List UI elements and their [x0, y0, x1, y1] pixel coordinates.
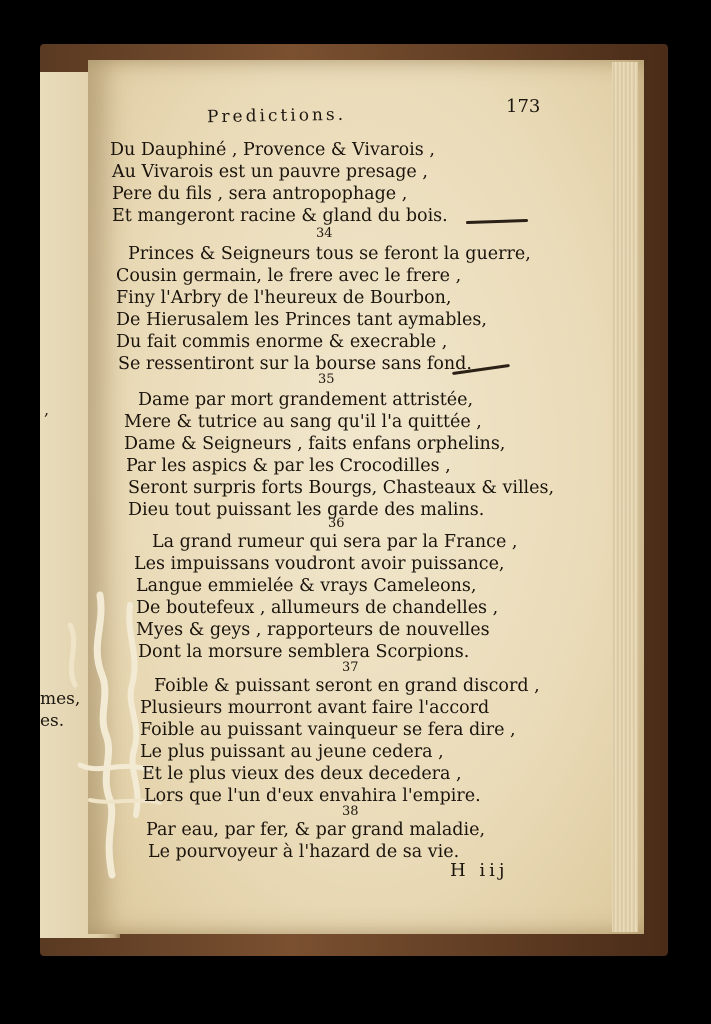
verse-line: Princes & Seigneurs tous se feront la guerre,: [128, 244, 531, 264]
facing-page-mark: ,: [44, 400, 50, 419]
verse-line: Par les aspics & par les Crocodilles ,: [126, 456, 451, 476]
page-number: 173: [506, 96, 541, 117]
verse-number: 35: [318, 372, 335, 387]
verse-line: Foible & puissant seront en grand discord ,: [154, 676, 540, 696]
verse-line: De boutefeux , allumeurs de chandelles ,: [136, 598, 499, 618]
verse-line: La grand rumeur qui sera par la France ,: [152, 532, 518, 552]
verse-number: 37: [342, 660, 359, 675]
verse-line: Du Dauphiné , Provence & Vivarois ,: [110, 140, 435, 160]
verse-line: Myes & geys , rapporteurs de nouvelles: [136, 620, 490, 640]
verse-line: Et mangeront racine & gland du bois.: [112, 206, 448, 226]
verse-line: Cousin germain, le frere avec le frere ,: [116, 266, 462, 286]
verse-number: 34: [316, 226, 333, 241]
verse-line: Dont la morsure semblera Scorpions.: [138, 642, 470, 662]
verse-line: Le plus puissant au jeune cedera ,: [140, 742, 444, 762]
verse-line: Et le plus vieux des deux decedera ,: [142, 764, 462, 784]
verse-line: Dame & Seigneurs , faits enfans orphelins,: [124, 434, 506, 454]
verse-line: Dame par mort grandement attristée,: [138, 390, 474, 410]
verse-line: Par eau, par fer, & par grand maladie,: [146, 820, 486, 840]
verse-number: 38: [342, 804, 359, 819]
verse-line: Dieu tout puissant les garde des malins.: [128, 500, 485, 520]
verse-line: Au Vivarois est un pauvre presage ,: [112, 162, 428, 182]
verse-line: Plusieurs mourront avant faire l'accord: [140, 698, 490, 718]
verse-line: Les impuissans voudront avoir puissance,: [134, 554, 505, 574]
verse-number: 36: [328, 516, 345, 531]
verse-line: Foible au puissant vainqueur se fera dire ,: [140, 720, 516, 740]
verse-line: Du fait commis enorme & execrable ,: [116, 332, 448, 352]
verse-line: Seront surpris forts Bourgs, Chasteaux & villes,: [128, 478, 555, 498]
verse-line: Se ressentiront sur la bourse sans fond.: [118, 354, 472, 374]
running-title: Predictions.: [206, 104, 347, 128]
verse-line: De Hierusalem les Princes tant aymables,: [116, 310, 487, 330]
verse-line: Langue emmielée & vrays Cameleons,: [136, 576, 477, 596]
verse-line: Le pourvoyeur à l'hazard de sa vie.: [148, 842, 460, 862]
verse-line: Pere du fils , sera antropophage ,: [112, 184, 408, 204]
verse-line: Lors que l'un d'eux envahira l'empire.: [144, 786, 481, 806]
page-edges: [612, 62, 638, 932]
verse-line: Finy l'Arbry de l'heureux de Bourbon,: [116, 288, 452, 308]
verse-line: Mere & tutrice au sang qu'il l'a quittée ,: [124, 412, 482, 432]
facing-page-text-fragments: mes, es.: [40, 689, 81, 731]
signature-mark: H iij: [450, 860, 509, 881]
